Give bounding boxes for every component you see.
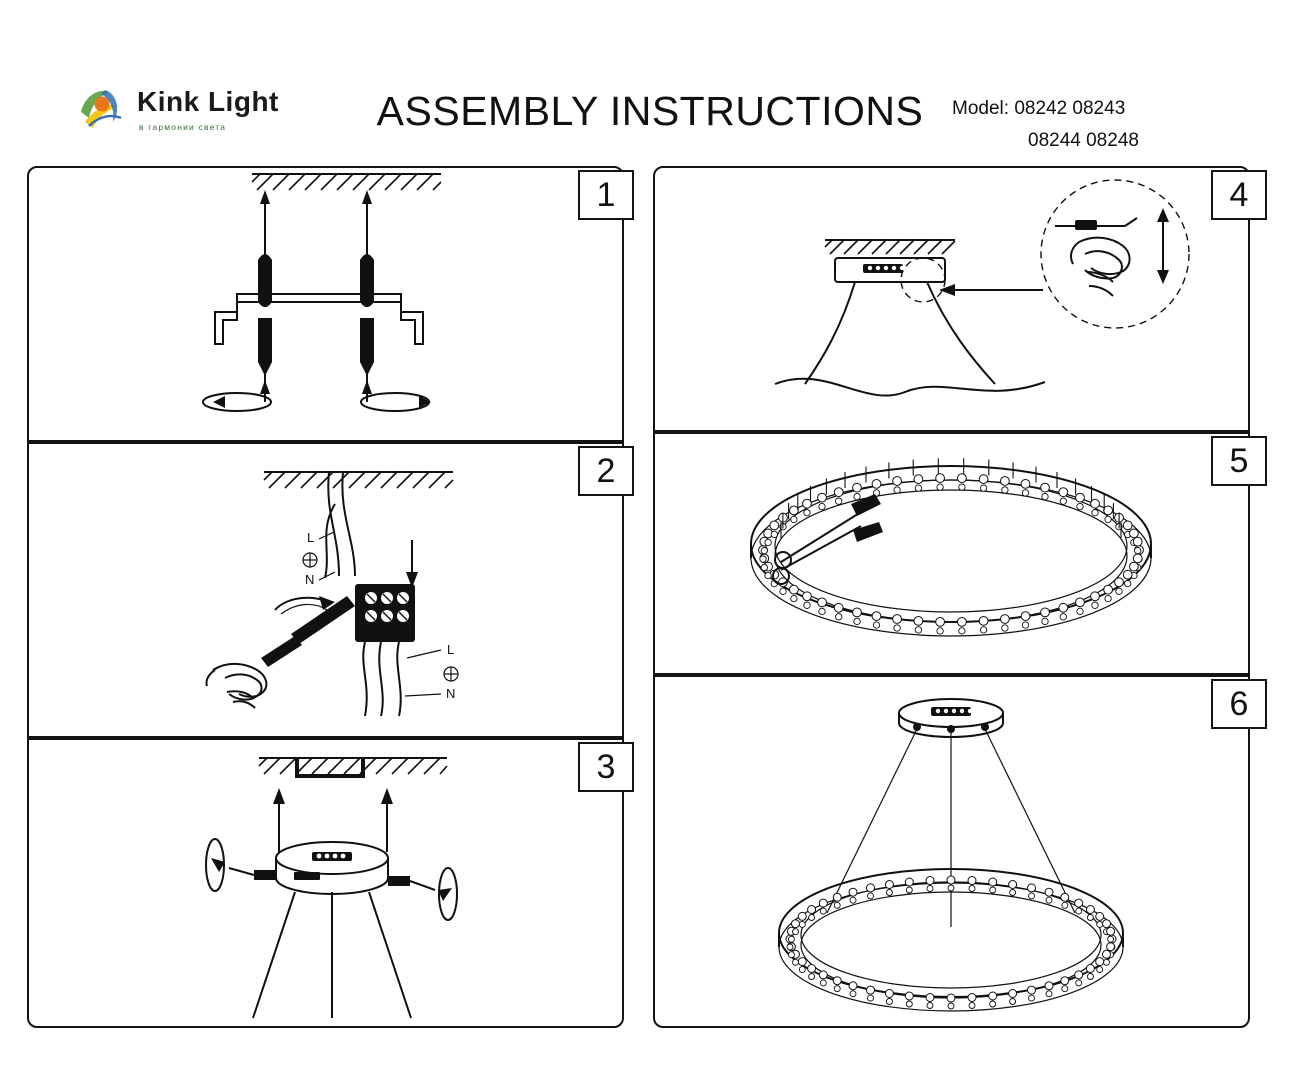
step-number-4: 4 — [1211, 170, 1267, 220]
step-number-6: 6 — [1211, 679, 1267, 729]
brand-name: Kink Light — [137, 86, 279, 117]
wire-label-l-bottom: L — [447, 642, 455, 657]
model-numbers — [952, 93, 1139, 157]
logo-mark-icon — [75, 82, 127, 134]
wire-label-n-top: N — [305, 572, 315, 587]
step-4-panel — [653, 166, 1250, 432]
step-6-panel — [653, 675, 1250, 1028]
brand-logo — [75, 82, 375, 144]
step-number-1: 1 — [578, 170, 634, 220]
step-5-panel — [653, 432, 1250, 675]
brand-tagline: в гармонии света — [139, 122, 227, 132]
step-3-panel — [27, 738, 624, 1028]
step-number-2: 2 — [578, 446, 634, 496]
page-title: ASSEMBLY INSTRUCTIONS — [376, 88, 924, 134]
wire-label-n-bottom: N — [446, 686, 456, 701]
model-numbers-line2: 08244 08248 — [1028, 130, 1139, 151]
step-number-3: 3 — [578, 742, 634, 792]
step-2-panel — [27, 442, 624, 738]
model-label: Model: — [952, 98, 1010, 119]
step-1-panel — [27, 166, 624, 442]
step-number-5: 5 — [1211, 436, 1267, 486]
page-header — [0, 0, 1296, 158]
model-numbers-line1: 08242 08243 — [1014, 98, 1126, 119]
wire-label-l-top: L — [307, 530, 315, 545]
